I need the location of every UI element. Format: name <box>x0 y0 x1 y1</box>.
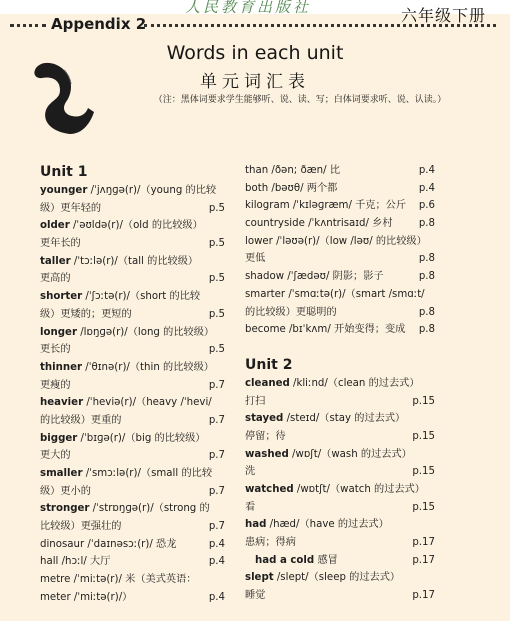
vocab-definition: meter /ˈmiːtə(r)/） <box>40 591 133 603</box>
page-reference: p.7 <box>208 414 225 426</box>
vocab-definition: countryside /ˈkʌntrisaɪd/ 乡村 <box>245 218 393 230</box>
vocab-line <box>40 447 225 465</box>
vocab-line <box>40 235 225 253</box>
vocab-line <box>245 233 435 251</box>
vocab-line <box>245 393 435 411</box>
vocab-definition: /hæd/（have 的过去式） <box>266 519 389 531</box>
vocab-line <box>245 481 435 499</box>
vocab-word: watched <box>245 484 294 495</box>
vocab-definition: metre /ˈmiːtə(r)/ 米（美式英语： <box>40 574 197 586</box>
page-reference: p.7 <box>208 521 225 533</box>
grade-label: 六年级下册 <box>400 6 486 25</box>
right-column <box>245 162 435 605</box>
page-reference: p.17 <box>412 537 435 549</box>
vocab-definition: smarter /ˈsmɑːtə(r)/（smart /smɑːt/ <box>245 288 425 300</box>
vocab-line <box>245 410 435 428</box>
vocab-definition: 的比较级）更重的 <box>40 414 122 426</box>
page-subtitle: 单元词汇表 <box>200 72 310 92</box>
page-reference: p.8 <box>418 324 435 336</box>
vocab-line <box>40 589 225 607</box>
dotted-rule-left <box>10 24 46 27</box>
vocab-definition: shadow /ˈʃædəʊ/ 阴影；影子 <box>245 271 384 283</box>
appendix-header <box>0 14 510 34</box>
vocab-line <box>40 518 225 536</box>
page-reference: p.5 <box>208 273 225 285</box>
vocab-line <box>245 321 435 339</box>
page-reference: p.4 <box>208 538 225 550</box>
vocab-line <box>245 197 435 215</box>
vocab-definition: 比较级）更强壮的 <box>40 521 122 533</box>
vocab-definition: /wɒtʃt/（watch 的过去式） <box>293 484 425 495</box>
vocab-line <box>245 516 435 534</box>
vocab-line <box>245 180 435 198</box>
vocab-word: slept <box>245 572 274 584</box>
vocab-definition: /ˈheviə(r)/（heavy /ˈhevi/ <box>83 397 212 409</box>
page-reference: p.17 <box>412 590 435 602</box>
page-reference: p.8 <box>418 306 435 318</box>
vocab-definition: /ˈstrɒŋɡə(r)/（strong 的 <box>89 503 210 515</box>
vocab-word: cleaned <box>245 377 290 389</box>
vocab-definition: dinosaur /ˈdaɪnəsɔː(r)/ 恐龙 <box>40 538 177 550</box>
vocab-definition: /ˈθɪnə(r)/（thin 的比较级） <box>82 361 214 373</box>
publisher-name: 人民教育出版社 <box>185 0 312 16</box>
vocab-definition: 更年长的 <box>40 238 81 250</box>
page-reference: p.4 <box>208 556 225 568</box>
page-reference: p.4 <box>418 182 435 194</box>
vocab-definition: both /bəʊθ/ 两个都 <box>245 182 338 194</box>
vocab-word: taller <box>40 255 71 267</box>
vocab-line <box>40 553 225 571</box>
vocab-line <box>40 571 225 589</box>
vocab-definition: 更长的 <box>40 344 71 356</box>
vocab-definition: /wɒʃt/（wash 的过去式） <box>288 448 412 460</box>
vocab-word: shorter <box>40 291 83 303</box>
page-reference: p.8 <box>418 271 435 283</box>
vocab-definition: /slept/（sleep 的过去式） <box>273 572 401 584</box>
page-reference: p.15 <box>412 501 435 513</box>
vocab-word: washed <box>245 448 289 460</box>
page-reference: p.8 <box>418 253 435 265</box>
vocab-line <box>245 215 435 233</box>
vocab-word: stronger <box>40 503 90 515</box>
vocab-line <box>245 286 435 304</box>
vocab-definition: /ˈbɪɡə(r)/（big 的比较级） <box>77 432 206 444</box>
vocab-definition: kilogram /ˈkɪləɡræm/ 千克；公斤 <box>245 200 407 212</box>
vocab-definition: /kliːnd/（clean 的过去式） <box>289 377 420 389</box>
page-reference: p.7 <box>208 379 225 391</box>
vocab-line <box>245 534 435 552</box>
page-reference: p.8 <box>418 218 435 230</box>
vocab-line <box>245 446 435 464</box>
vocab-line <box>245 569 435 587</box>
vocab-line <box>40 483 225 501</box>
vocab-line <box>40 412 225 430</box>
vocab-line <box>40 341 225 359</box>
vocab-definition: /lɒŋɡə(r)/（long 的比较级） <box>76 326 215 338</box>
vocab-word: longer <box>40 326 77 338</box>
vocab-definition: 看 <box>245 501 256 513</box>
vocab-word: smaller <box>40 468 83 479</box>
section-gap <box>245 339 435 355</box>
page-reference: p.5 <box>208 308 225 320</box>
vocab-word: had a cold <box>255 554 315 566</box>
vocab-definition: 级）更小的 <box>40 485 91 497</box>
vocab-line <box>245 250 435 268</box>
vocab-line <box>245 587 435 605</box>
vocab-definition: /ˈsmɔːlə(r)/（small 的比较 <box>82 468 213 479</box>
page-reference: p.4 <box>208 591 225 603</box>
vocab-line <box>40 306 225 324</box>
vocab-definition: /ˈjʌŋɡə(r)/（young 的比较 <box>87 185 217 196</box>
unit-heading: Unit 2 <box>245 356 293 373</box>
unit-heading: Unit 1 <box>40 164 88 180</box>
vocab-definition: 洗 <box>245 466 256 478</box>
vocab-word: heavier <box>40 397 84 409</box>
page-reference: p.5 <box>208 202 225 214</box>
vocab-line <box>40 182 225 200</box>
vocab-definition: 更低 <box>245 253 266 265</box>
vocab-line <box>40 359 225 377</box>
vocab-line <box>40 253 225 271</box>
vocab-line <box>245 428 435 446</box>
vocab-line <box>245 375 435 393</box>
vocab-definition: 更瘦的 <box>40 379 71 391</box>
appendix-label: Appendix 2 <box>51 15 147 33</box>
usage-note: （注：黑体词要求学生能够听、说、读、写；白体词要求听、说、认读。） <box>153 95 447 105</box>
vocab-line <box>40 324 225 342</box>
dotted-rule-right <box>144 24 496 27</box>
vocab-word: thinner <box>40 361 83 373</box>
vocab-definition: 的比较级）更聪明的 <box>245 306 337 318</box>
vocab-definition: /steɪd/（stay 的过去式） <box>283 413 406 425</box>
vocab-definition: 感冒 <box>314 554 338 566</box>
vocab-definition: 睡觉 <box>245 590 266 602</box>
vocab-line <box>40 536 225 554</box>
vocab-definition: 停留；待 <box>245 430 286 442</box>
vocab-definition: /ˈʃɔːtə(r)/（short 的比较 <box>82 291 201 303</box>
page-reference: p.7 <box>208 485 225 497</box>
vocab-line <box>40 270 225 288</box>
vocab-line <box>40 430 225 448</box>
vocab-line <box>245 463 435 481</box>
vocab-definition: hall /hɔːl/ 大厅 <box>40 556 111 568</box>
page-reference: p.17 <box>412 554 435 566</box>
page-reference: p.4 <box>418 165 435 176</box>
vocab-definition: 级）更年轻的 <box>40 202 102 214</box>
vocab-definition: than /ðən; ðæn/ 比 <box>245 165 341 176</box>
vocab-word: older <box>40 220 70 232</box>
vocab-definition: 更高的 <box>40 273 71 285</box>
left-column <box>40 162 225 607</box>
vocab-line <box>40 500 225 518</box>
vocab-line <box>40 394 225 412</box>
vocab-line <box>40 217 225 235</box>
page-reference: p.15 <box>412 395 435 407</box>
vocab-definition: lower /ˈləʊə(r)/（low /ləʊ/ 的比较级） <box>245 235 427 247</box>
vocab-line <box>40 200 225 218</box>
vocab-line <box>245 304 435 322</box>
page-reference: p.5 <box>208 344 225 356</box>
vocab-line <box>245 268 435 286</box>
vocab-word: younger <box>40 185 88 196</box>
vocab-definition: become /bɪˈkʌm/ 开始变得；变成 <box>245 324 406 336</box>
vocab-definition: 患病；得病 <box>245 537 296 549</box>
vocab-definition: 打扫 <box>245 395 266 407</box>
vocab-definition: 级）更矮的；更短的 <box>40 308 132 320</box>
page-reference: p.6 <box>418 200 435 212</box>
vocab-line <box>245 499 435 517</box>
vocab-word: had <box>245 519 267 531</box>
vocab-line <box>40 465 225 483</box>
page-reference: p.15 <box>412 430 435 442</box>
vocab-line <box>40 377 225 395</box>
page-reference: p.15 <box>412 466 435 478</box>
vocab-word: bigger <box>40 432 78 444</box>
vocab-line <box>40 288 225 306</box>
vocab-definition: /ˈəʊldə(r)/（old 的比较级） <box>69 220 203 232</box>
vocab-word: stayed <box>245 413 284 425</box>
page-reference: p.5 <box>208 238 225 250</box>
vocab-line <box>245 552 435 570</box>
page-title: Words in each unit <box>166 42 344 64</box>
vocab-definition: /ˈtɔːlə(r)/（tall 的比较级） <box>70 255 199 267</box>
vocab-definition: 更大的 <box>40 450 71 462</box>
page-reference: p.7 <box>208 450 225 462</box>
vocab-line <box>245 162 435 180</box>
